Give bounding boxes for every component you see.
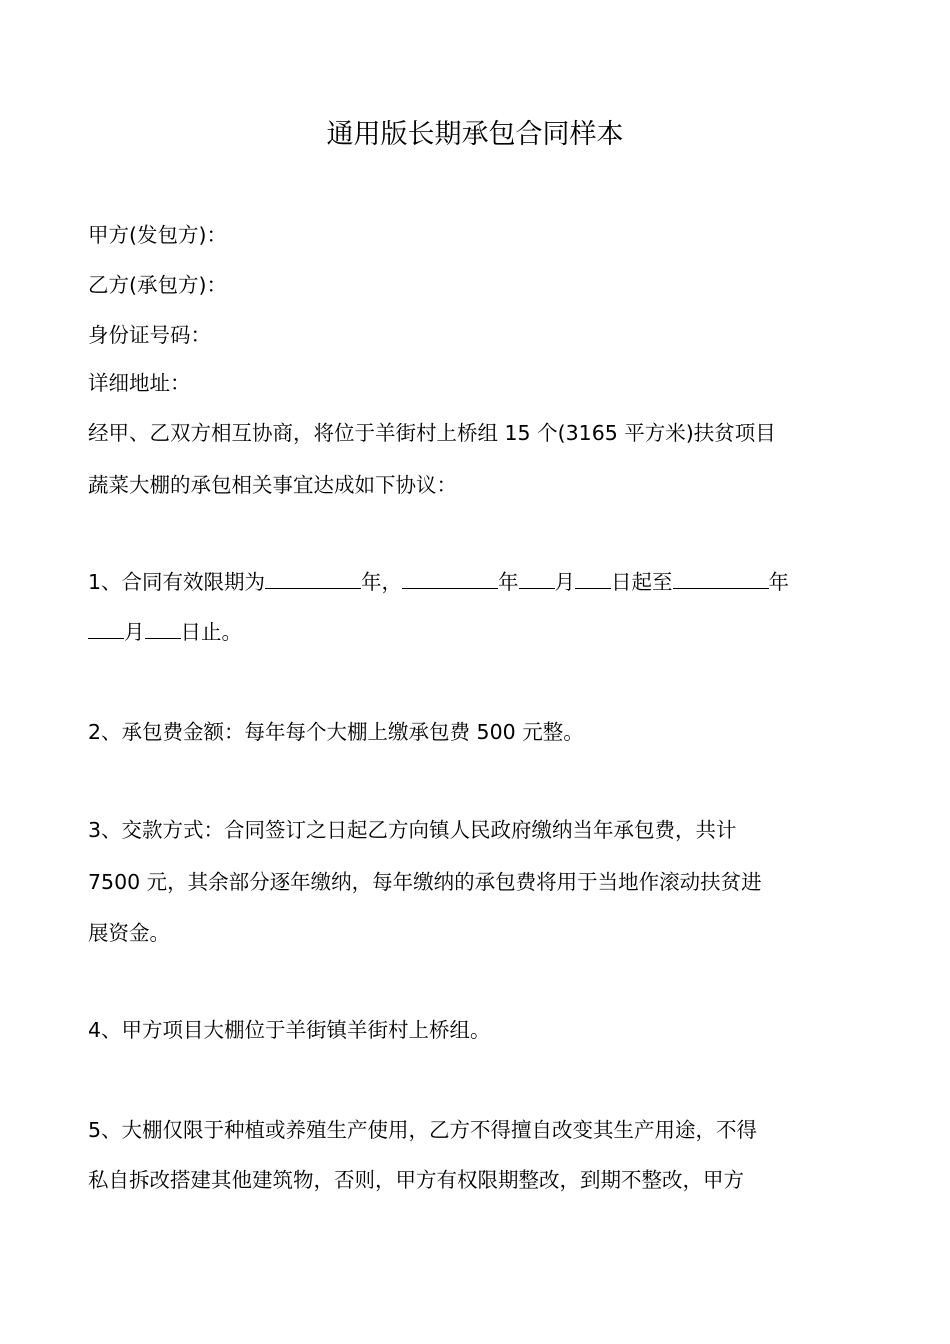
clause-3-line-1: 3、交款方式：合同签订之日起乙方向镇人民政府缴纳当年承包费，共计 — [88, 818, 737, 842]
year-blank — [265, 587, 361, 589]
clause-1-year-3: 年 — [768, 570, 790, 594]
month-blank — [519, 587, 555, 589]
clause-1-line-2 — [88, 607, 868, 657]
clause-1-month-2: 月 — [124, 620, 145, 644]
intro-line-2: 蔬菜大棚的承包相关事宜达成如下协议： — [88, 473, 457, 497]
year-blank — [673, 587, 769, 589]
id-number-label: 身份证号码： — [88, 323, 211, 347]
day-blank — [575, 587, 611, 589]
clause-5-line-1: 5、大棚仅限于种植或养殖生产使用，乙方不得擅自改变其生产用途，不得 — [88, 1118, 758, 1142]
clause-3-line-2: 7500 元，其余部分逐年缴纳，每年缴纳的承包费将用于当地作滚动扶贫进 — [88, 870, 762, 894]
clause-1-day-2: 日止。 — [180, 620, 242, 644]
clause-3-line-3: 展资金。 — [88, 921, 170, 945]
clause-1-month-1: 月 — [554, 570, 576, 594]
clause-1-line-1 — [88, 557, 868, 607]
clause-2: 2、承包费金额：每年每个大棚上缴承包费 500 元整。 — [88, 720, 584, 744]
party-a-label: 甲方(发包方)： — [88, 223, 227, 247]
party-b-label: 乙方(承包方)： — [88, 273, 227, 297]
intro-line-1: 经甲、乙双方相互协商，将位于羊街村上桥组 15 个(3165 平方米)扶贫项目 — [88, 421, 776, 445]
month-blank — [88, 637, 124, 639]
clause-1-prefix: 1、合同有效限期为 — [88, 570, 266, 594]
clause-1-year-1: 年， — [361, 570, 403, 594]
document-title: 通用版长期承包合同样本 — [326, 119, 624, 150]
clause-1-day-1: 日起至 — [611, 570, 673, 594]
address-label: 详细地址： — [88, 371, 191, 395]
clause-5-line-2: 私自拆改搭建其他建筑物，否则，甲方有权限期整改，到期不整改，甲方 — [88, 1168, 744, 1192]
day-blank — [145, 637, 181, 639]
clause-1-year-2: 年 — [498, 570, 519, 594]
clause-4: 4、甲方项目大棚位于羊街镇羊街村上桥组。 — [88, 1018, 491, 1042]
year-blank — [402, 587, 498, 589]
